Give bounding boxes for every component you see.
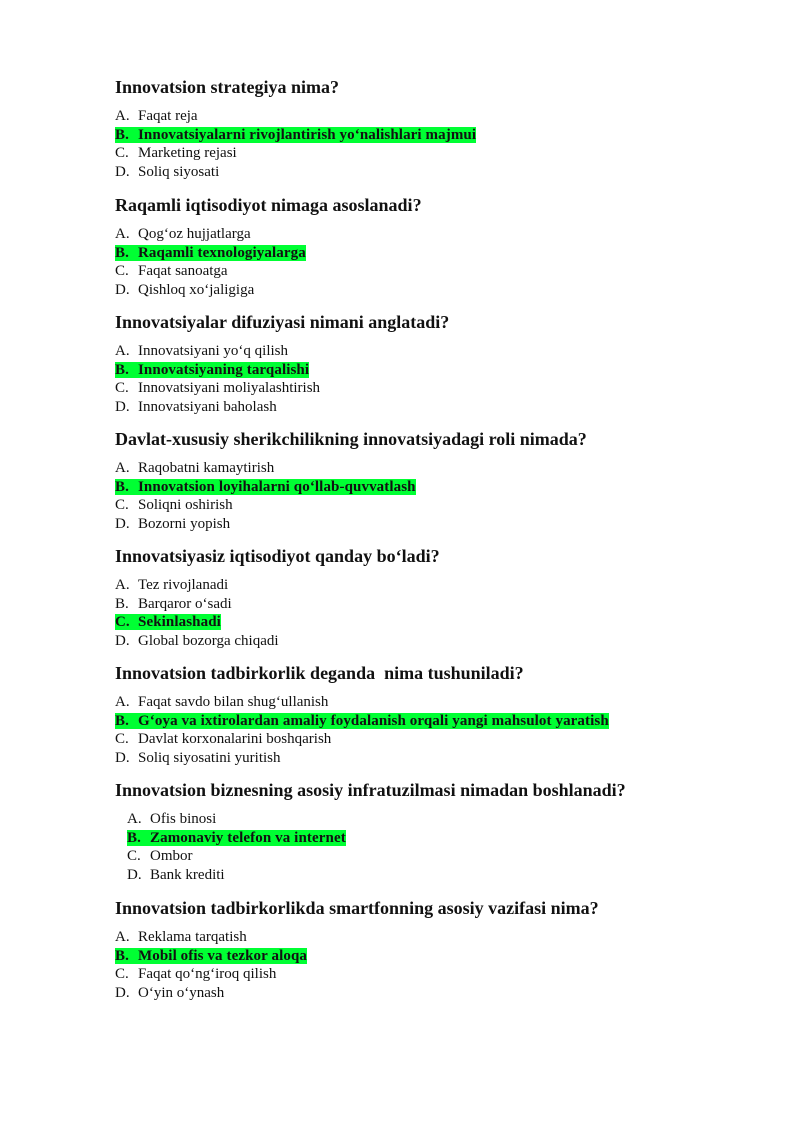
answer-option-b-correct bbox=[115, 829, 755, 848]
option-text: Ombor bbox=[150, 848, 193, 865]
option-letter: C. bbox=[115, 966, 129, 983]
option-text: Raqamli texnologiyalarga bbox=[138, 244, 306, 261]
option-letter: D. bbox=[115, 632, 130, 649]
answer-option-c-correct bbox=[115, 613, 755, 632]
option-text: Marketing rejasi bbox=[138, 145, 237, 162]
option-text: Reklama tarqatish bbox=[138, 929, 247, 945]
option-letter: D. bbox=[115, 515, 130, 532]
answer-option-b-correct bbox=[115, 361, 755, 380]
question-block-1 bbox=[115, 76, 755, 181]
option-text: Faqat qo‘ng‘iroq qilish bbox=[138, 966, 277, 983]
option-text: Faqat reja bbox=[138, 108, 198, 124]
answer-options bbox=[115, 225, 755, 299]
option-letter: A. bbox=[115, 929, 130, 945]
option-letter: C. bbox=[115, 497, 129, 514]
answer-options bbox=[115, 107, 755, 181]
answer-option-a bbox=[115, 342, 755, 361]
option-letter: C. bbox=[115, 380, 129, 397]
option-text: Zamonaviy telefon va internet bbox=[150, 829, 346, 846]
option-letter: D. bbox=[127, 866, 142, 883]
answer-option-d bbox=[115, 749, 755, 768]
answer-option-b-correct bbox=[115, 478, 755, 497]
answer-option-d bbox=[115, 866, 755, 885]
option-text: Soliqni oshirish bbox=[138, 497, 233, 514]
option-text: Innovatsiyani yo‘q qilish bbox=[138, 343, 288, 359]
option-text: Innovatsiyalarni rivojlantirish yo‘nalishlari majmui bbox=[138, 126, 477, 143]
option-letter: A. bbox=[115, 108, 130, 124]
answer-option-b bbox=[115, 595, 755, 614]
option-letter: D. bbox=[115, 163, 130, 180]
answer-options bbox=[115, 928, 755, 1002]
option-letter: D. bbox=[115, 984, 130, 1001]
option-letter: B. bbox=[115, 595, 129, 612]
option-letter: B. bbox=[127, 829, 141, 846]
option-letter: C. bbox=[115, 263, 129, 280]
option-text: Innovatsiyani baholash bbox=[138, 398, 277, 415]
answer-option-c bbox=[115, 965, 755, 984]
option-text: Bozorni yopish bbox=[138, 515, 231, 532]
answer-option-b-correct bbox=[115, 947, 755, 966]
question-block-5 bbox=[115, 545, 755, 650]
option-text: Innovatsiyaning tarqalishi bbox=[138, 361, 310, 378]
answer-option-c bbox=[115, 144, 755, 163]
option-text: Davlat korxonalarini boshqarish bbox=[138, 731, 332, 748]
option-letter: D. bbox=[115, 749, 130, 766]
option-letter: C. bbox=[115, 145, 129, 162]
answer-option-c bbox=[115, 847, 755, 866]
answer-options bbox=[115, 576, 755, 650]
answer-option-c bbox=[115, 262, 755, 281]
answer-options bbox=[115, 459, 755, 533]
option-letter: C. bbox=[115, 614, 130, 631]
option-text: Soliq siyosatini yuritish bbox=[138, 749, 281, 766]
answer-option-b-correct bbox=[115, 712, 755, 731]
question-block-7 bbox=[115, 779, 755, 884]
answer-option-a bbox=[115, 459, 755, 478]
question-block-8 bbox=[115, 897, 755, 1002]
option-letter: A. bbox=[115, 226, 130, 242]
option-letter: A. bbox=[127, 811, 142, 827]
option-text: Faqat savdo bilan shug‘ullanish bbox=[138, 694, 329, 710]
option-letter: D. bbox=[115, 281, 130, 298]
option-letter: B. bbox=[115, 361, 129, 378]
option-text: Global bozorga chiqadi bbox=[138, 632, 279, 649]
question-title: Innovatsion tadbirkorlikda smartfonning asosiy vazifasi nima? bbox=[115, 898, 599, 918]
answer-option-a bbox=[115, 107, 755, 126]
option-letter: D. bbox=[115, 398, 130, 415]
question-title: Davlat-xususiy sherikchilikning innovatsiyadagi roli nimada? bbox=[115, 429, 587, 449]
answer-options bbox=[115, 810, 755, 884]
option-text: Barqaror o‘sadi bbox=[138, 595, 232, 612]
option-text: Innovatsiyani moliyalashtirish bbox=[138, 380, 321, 397]
answer-option-b-correct bbox=[115, 244, 755, 263]
option-text: Mobil ofis va tezkor aloqa bbox=[138, 947, 307, 964]
option-text: Soliq siyosati bbox=[138, 163, 220, 180]
answer-option-d bbox=[115, 632, 755, 651]
answer-option-d bbox=[115, 163, 755, 182]
question-title: Raqamli iqtisodiyot nimaga asoslanadi? bbox=[115, 195, 422, 215]
option-text: Tez rivojlanadi bbox=[138, 577, 229, 593]
answer-option-a bbox=[115, 225, 755, 244]
answer-option-c bbox=[115, 379, 755, 398]
question-title: Innovatsiyasiz iqtisodiyot qanday bo‘ladi? bbox=[115, 546, 440, 566]
option-letter: A. bbox=[115, 460, 130, 476]
option-text: Raqobatni kamaytirish bbox=[138, 460, 275, 476]
option-letter: B. bbox=[115, 947, 129, 964]
answer-option-d bbox=[115, 281, 755, 300]
option-letter: A. bbox=[115, 343, 130, 359]
answer-option-a bbox=[115, 576, 755, 595]
answer-options bbox=[115, 342, 755, 416]
question-title: Innovatsion biznesning asosiy infratuzilmasi nimadan boshlanadi? bbox=[115, 780, 626, 800]
option-letter: C. bbox=[127, 848, 141, 865]
answer-option-a bbox=[115, 810, 755, 829]
option-letter: B. bbox=[115, 712, 129, 729]
option-letter: B. bbox=[115, 244, 129, 261]
question-block-6 bbox=[115, 662, 755, 767]
option-text: Innovatsion loyihalarni qo‘llab-quvvatlash bbox=[138, 478, 416, 495]
option-text: Faqat sanoatga bbox=[138, 263, 228, 280]
option-letter: A. bbox=[115, 694, 130, 710]
option-text: Sekinlashadi bbox=[138, 614, 221, 631]
option-letter: C. bbox=[115, 731, 129, 748]
answer-option-c bbox=[115, 496, 755, 515]
option-text: Bank krediti bbox=[150, 866, 225, 883]
question-block-4 bbox=[115, 428, 755, 533]
option-text: Qishloq xo‘jaligiga bbox=[138, 281, 255, 298]
option-text: Ofis binosi bbox=[150, 811, 217, 827]
option-letter: B. bbox=[115, 478, 129, 495]
answer-option-c bbox=[115, 730, 755, 749]
answer-option-d bbox=[115, 515, 755, 534]
answer-option-d bbox=[115, 398, 755, 417]
question-block-3 bbox=[115, 311, 755, 416]
answer-option-d bbox=[115, 984, 755, 1003]
question-title: Innovatsion tadbirkorlik deganda nima tushuniladi? bbox=[115, 663, 524, 683]
question-title: Innovatsion strategiya nima? bbox=[115, 77, 340, 97]
option-letter: A. bbox=[115, 577, 130, 593]
answer-option-a bbox=[115, 928, 755, 947]
answer-option-a bbox=[115, 693, 755, 712]
option-letter: B. bbox=[115, 126, 129, 143]
question-title: Innovatsiyalar difuziyasi nimani anglatadi? bbox=[115, 312, 450, 332]
option-text: Qog‘oz hujjatlarga bbox=[138, 226, 251, 242]
option-text: G‘oya va ixtirolardan amaliy foydalanish orqali yangi mahsulot yaratish bbox=[138, 712, 609, 729]
question-block-2 bbox=[115, 194, 755, 299]
option-text: O‘yin o‘ynash bbox=[138, 984, 225, 1001]
answer-options bbox=[115, 693, 755, 767]
answer-option-b-correct bbox=[115, 126, 755, 145]
